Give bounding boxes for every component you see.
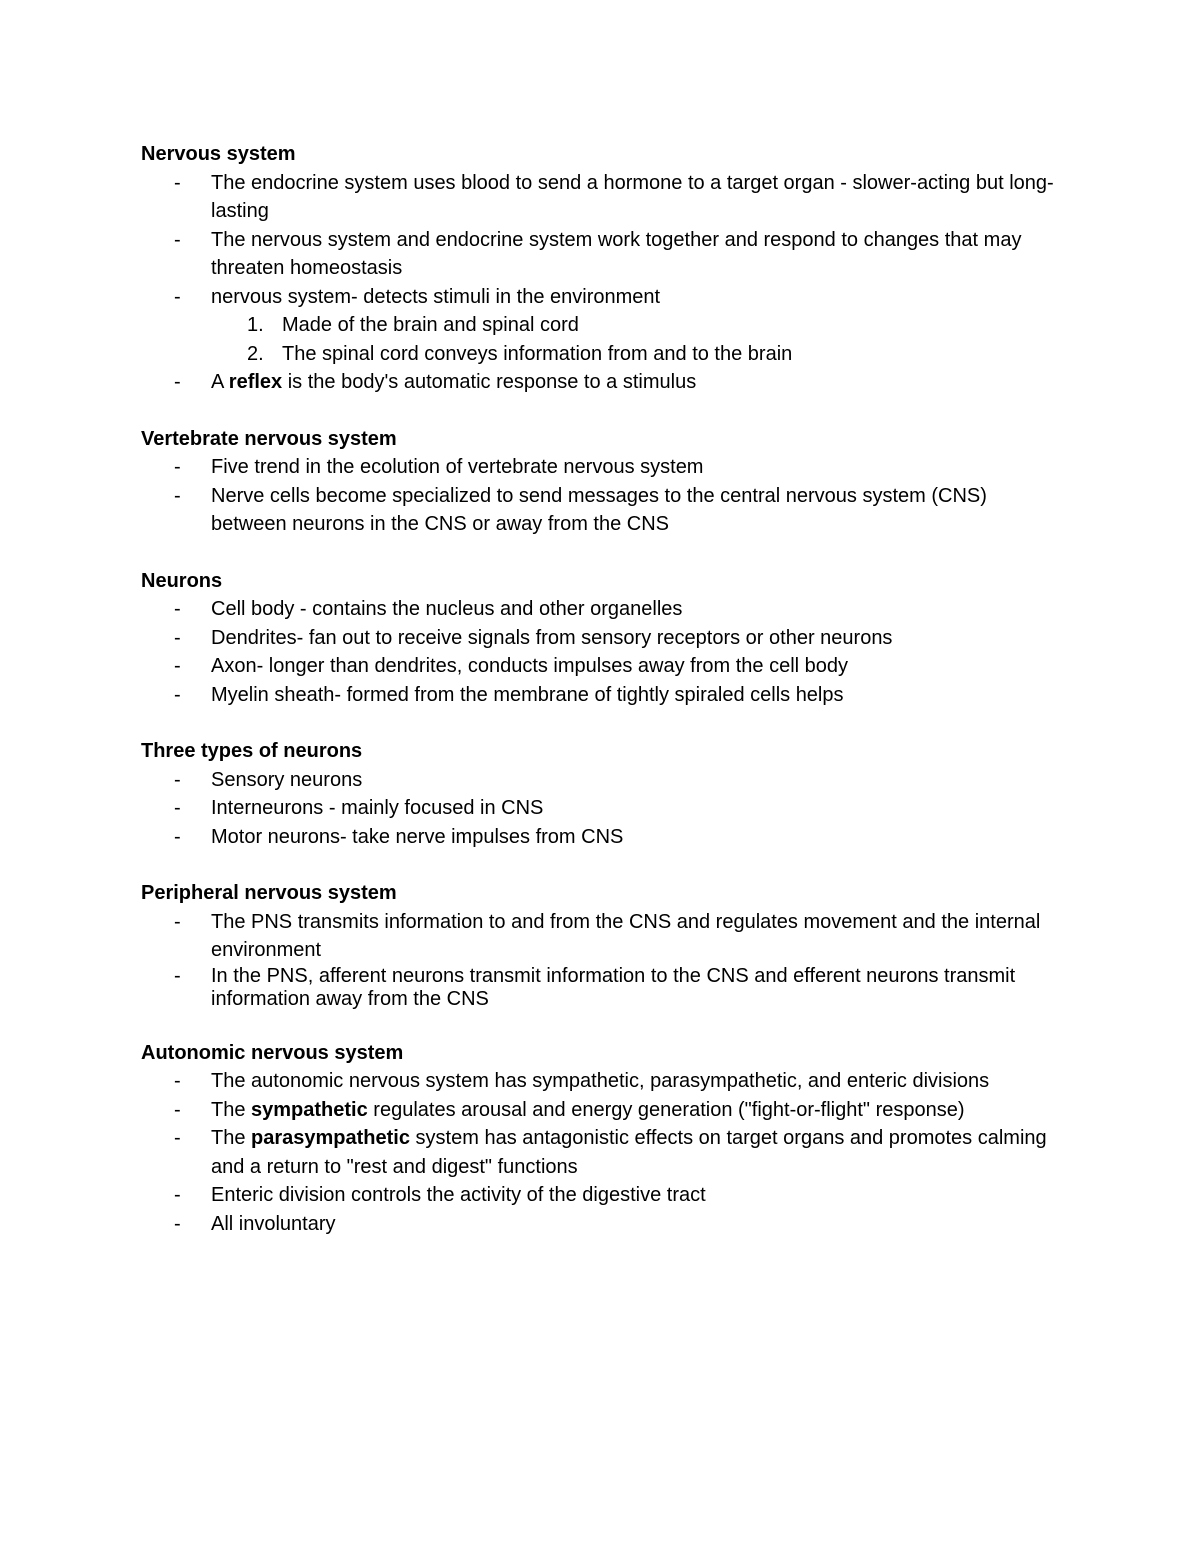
dash-marker: -	[174, 285, 181, 308]
dash-marker: -	[174, 484, 181, 507]
item-text: Interneurons - mainly focused in CNS	[211, 797, 544, 819]
item-text-suffix: is the body's automatic response to a stimulus	[282, 371, 697, 393]
section-vertebrate-nervous-system	[141, 425, 1061, 539]
numbered-sublist	[141, 311, 1061, 368]
dash-marker: -	[174, 655, 181, 677]
list-item	[141, 453, 1061, 482]
item-text: In the PNS, afferent neurons transmit information to the CNS and efferent neurons transmit information away from the CNS	[211, 964, 1016, 1010]
section-heading: Autonomic nervous system	[141, 1041, 404, 1064]
item-text: Nerve cells become specialized to send messages to the central nervous system (CNS) between neurons in the CNS or away from the CNS	[211, 484, 987, 535]
dash-marker: -	[174, 1212, 181, 1235]
dash-marker: -	[174, 598, 181, 620]
bullet-list	[141, 1067, 1061, 1238]
list-item	[141, 169, 1061, 226]
number-marker: 2.	[247, 342, 264, 365]
item-text-suffix: system has antagonistic effects on target organs and promotes calming and a return to "rest and digest" functions	[211, 1127, 1047, 1178]
list-item	[141, 681, 1061, 710]
number-marker: 1.	[247, 314, 264, 336]
item-text: The spinal cord conveys information from and to the brain	[282, 342, 793, 365]
section-autonomic-nervous-system	[141, 1039, 1061, 1239]
dash-marker: -	[174, 1127, 181, 1149]
dash-marker: -	[174, 683, 181, 706]
item-text-prefix: A	[211, 371, 229, 393]
list-item	[141, 794, 1061, 823]
bullet-list	[141, 453, 1061, 539]
dash-marker: -	[174, 797, 181, 819]
list-item	[141, 908, 1061, 965]
list-item	[141, 624, 1061, 653]
list-item	[141, 368, 1061, 397]
bullet-list	[141, 766, 1061, 852]
item-text: Motor neurons- take nerve impulses from CNS	[211, 825, 624, 848]
section-heading: Vertebrate nervous system	[141, 427, 397, 450]
list-item	[141, 226, 1061, 283]
bold-term: reflex	[228, 371, 283, 393]
numbered-item	[141, 311, 1061, 340]
item-text: Five trend in the ecolution of vertebrate nervous system	[211, 456, 704, 478]
item-text: Made of the brain and spinal cord	[282, 314, 579, 336]
item-text-prefix: The	[211, 1127, 252, 1149]
section-heading: Neurons	[141, 569, 223, 592]
bullet-list	[141, 368, 1061, 397]
list-item	[141, 595, 1061, 624]
item-text-suffix: regulates arousal and energy generation ("fight-or-flight" response)	[367, 1098, 965, 1121]
notes-content	[141, 140, 1061, 1266]
list-item	[141, 283, 1061, 312]
dash-marker: -	[174, 626, 181, 649]
item-text: Sensory neurons	[211, 768, 363, 791]
list-item	[141, 652, 1061, 681]
bullet-list	[141, 169, 1061, 312]
item-text: Axon- longer than dendrites, conducts impulses away from the cell body	[211, 655, 849, 677]
list-item	[141, 482, 1061, 539]
list-item	[141, 1124, 1061, 1181]
section-nervous-system	[141, 140, 1061, 397]
item-text: nervous system- detects stimuli in the environment	[211, 285, 661, 308]
dash-marker: -	[174, 964, 181, 987]
dash-marker: -	[174, 825, 181, 848]
item-text: Dendrites- fan out to receive signals from sensory receptors or other neurons	[211, 626, 893, 649]
item-text: Enteric division controls the activity of the digestive tract	[211, 1184, 706, 1206]
dash-marker: -	[174, 371, 181, 393]
dash-marker: -	[174, 456, 181, 478]
section-peripheral-nervous-system	[141, 879, 1061, 1011]
list-item	[141, 1210, 1061, 1239]
list-item	[141, 766, 1061, 795]
dash-marker: -	[174, 910, 181, 933]
section-heading: Three types of neurons	[141, 740, 363, 762]
dash-marker: -	[174, 768, 181, 791]
item-text: The PNS transmits information to and from the CNS and regulates movement and the internal environment	[211, 910, 1041, 961]
item-text: Myelin sheath- formed from the membrane of tightly spiraled cells helps	[211, 683, 844, 706]
bullet-list	[141, 908, 1061, 1011]
bold-term: parasympathetic	[251, 1127, 410, 1149]
item-text: The nervous system and endocrine system work together and respond to changes that may threaten homeostasis	[211, 228, 1022, 279]
section-neurons	[141, 567, 1061, 710]
list-item	[141, 1181, 1061, 1210]
item-text-prefix: The	[211, 1098, 252, 1121]
dash-marker: -	[174, 171, 181, 194]
item-text: The autonomic nervous system has sympathetic, parasympathetic, and enteric divisions	[211, 1070, 990, 1092]
list-item	[141, 965, 1061, 1011]
section-heading: Nervous system	[141, 143, 296, 165]
bold-term: sympathetic	[251, 1098, 368, 1121]
section-three-types-of-neurons	[141, 737, 1061, 851]
item-text: The endocrine system uses blood to send a hormone to a target organ - slower-acting but long-lasting	[211, 171, 1054, 222]
dash-marker: -	[174, 1098, 181, 1121]
section-heading: Peripheral nervous system	[141, 882, 397, 904]
list-item	[141, 1096, 1061, 1125]
dash-marker: -	[174, 1070, 181, 1092]
numbered-item	[141, 340, 1061, 369]
item-text: Cell body - contains the nucleus and other organelles	[211, 598, 683, 620]
list-item	[141, 1067, 1061, 1096]
dash-marker: -	[174, 1184, 181, 1206]
dash-marker: -	[174, 228, 181, 251]
list-item	[141, 823, 1061, 852]
item-text: All involuntary	[211, 1212, 336, 1235]
bullet-list	[141, 595, 1061, 709]
